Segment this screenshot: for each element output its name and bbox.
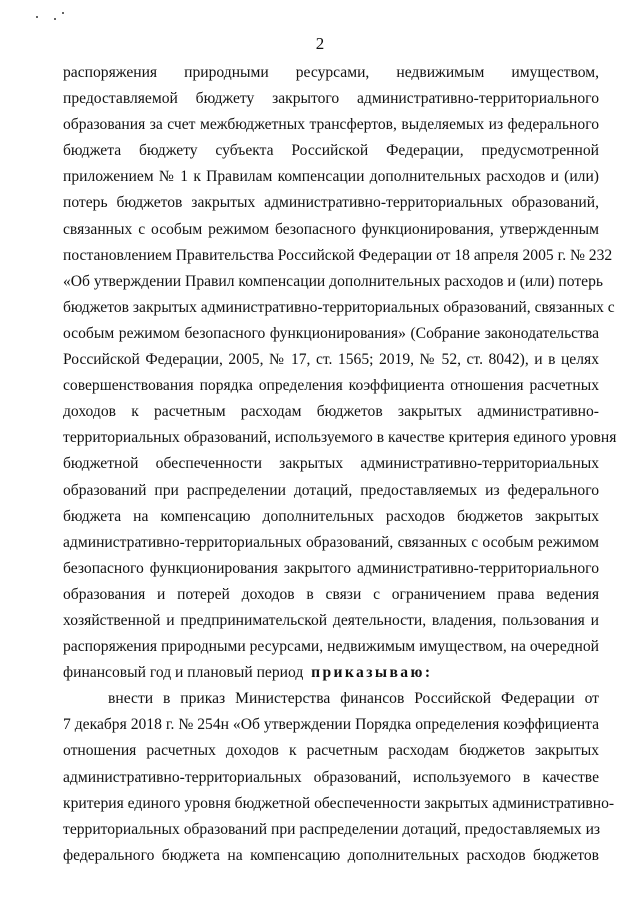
paragraph-1-line: бюджета на компенсацию дополнительных расходов бюджетов закрытых [63, 507, 599, 525]
paragraph-1-line-last [63, 660, 599, 686]
paragraph-1-line: образования за счет межбюджетных трансфертов, выделяемых из федерального [63, 116, 599, 134]
paragraph-1-line: связанных с особым режимом безопасного функционирования, утвержденным [63, 220, 599, 238]
paragraph-2-line: отношения расчетных доходов к расчетным расходам бюджетов закрытых [63, 742, 599, 760]
paragraph-1-line: безопасного функционирования закрытого административно-территориального [63, 559, 599, 577]
paragraph-2-line: административно-территориальных образований, используемого в качестве [63, 768, 599, 786]
paragraph-1-line: образований при распределении дотаций, предоставляемых из федерального [63, 481, 599, 499]
paragraph-1-line: образования и потерей доходов в связи с ограничением права ведения [63, 585, 599, 603]
paragraph-1-line: территориальных образований, используемого в качестве критерия единого уровня [63, 429, 617, 447]
paragraph-1-line: распоряжения природными ресурсами, недвижимым имуществом, [63, 64, 599, 81]
paragraph-1-line: бюджета бюджету субъекта Российской Федерации, предусмотренной [63, 142, 599, 160]
paragraph-1-line: бюджетной обеспеченности закрытых административно-территориальных [63, 455, 599, 473]
closing-text: финансовый год и плановый период [63, 664, 304, 682]
paragraph-1 [63, 60, 617, 660]
paragraph-1-line: административно-территориальных образований, связанных с особым режимом [63, 533, 599, 551]
paragraph-1-line: особым режимом безопасного функционирования» (Собрание законодательства [63, 324, 599, 342]
paragraph-2-line: критерия единого уровня бюджетной обеспеченности закрытых административно- [63, 794, 615, 812]
document-body [63, 60, 617, 869]
page-number: 2 [315, 34, 325, 53]
paragraph-1-line: доходов к расчетным расходам бюджетов закрытых административно- [63, 403, 599, 421]
paragraph-2-line: федерального бюджета на компенсацию дополнительных расходов бюджетов [63, 846, 599, 864]
paragraph-1-line: предоставляемой бюджету закрытого административно-территориального [63, 90, 599, 108]
scan-artifact-marks [36, 12, 76, 24]
paragraph-1-line: хозяйственной и предпринимательской деятельности, владения, пользования и [63, 611, 599, 629]
paragraph-1-line: бюджетов закрытых административно-территориальных образований, связанных с [63, 298, 615, 316]
paragraph-1-line: постановлением Правительства Российской Федерации от 18 апреля 2005 г. № 232 [63, 246, 613, 264]
paragraph-1-line: совершенствования порядка определения коэффициента отношения расчетных [63, 377, 599, 395]
paragraph-1-line: потерь бюджетов закрытых административно-территориальных образований, [63, 194, 599, 212]
paragraph-1-line: приложением № 1 к Правилам компенсации дополнительных расходов и (или) [63, 168, 599, 186]
order-word: приказываю: [311, 664, 433, 682]
paragraph-2 [63, 686, 615, 869]
paragraph-2-line: территориальных образований при распределении дотаций, предоставляемых из [63, 820, 601, 838]
paragraph-2-line: внести в приказ Министерства финансов Российской Федерации от [108, 690, 599, 708]
paragraph-2-line: 7 декабря 2018 г. № 254н «Об утверждении Порядка определения коэффициента [63, 716, 599, 734]
paragraph-1-line: «Об утверждении Правил компенсации дополнительных расходов и (или) потерь [63, 272, 603, 290]
paragraph-1-line: Российской Федерации, 2005, № 17, ст. 1565; 2019, № 52, ст. 8042), и в целях [63, 351, 599, 369]
paragraph-1-line: распоряжения природными ресурсами, недвижимым имуществом, на очередной [63, 638, 599, 656]
